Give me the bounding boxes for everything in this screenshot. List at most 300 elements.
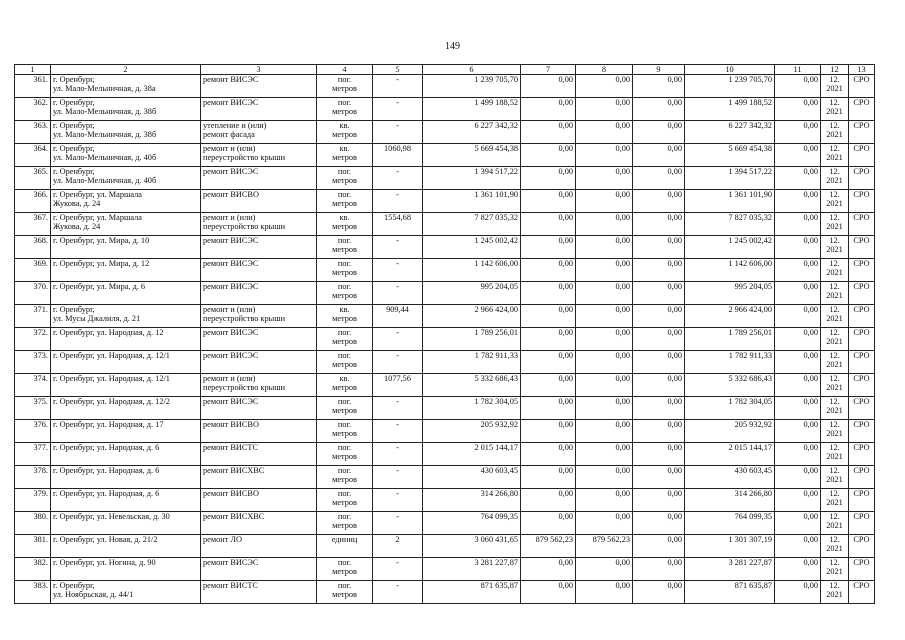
cost-total-cell: 1 142 606,00	[423, 259, 521, 282]
cost-col8-cell: 0,00	[576, 328, 633, 351]
cost-col7-cell: 0,00	[521, 236, 576, 259]
cost-total-cell: 314 266,80	[423, 489, 521, 512]
unit-cell: пог. метров	[317, 558, 373, 581]
method-cell: СРО	[849, 535, 875, 558]
method-cell: СРО	[849, 144, 875, 167]
work-type-cell: ремонт ВИСЭС	[201, 282, 317, 305]
work-type-cell: ремонт ВИСВО	[201, 190, 317, 213]
quantity-cell: 2	[373, 535, 423, 558]
work-type-cell: ремонт ВИСВО	[201, 489, 317, 512]
cost-total-cell: 1 782 304,05	[423, 397, 521, 420]
cost-total-cell: 995 204,05	[423, 282, 521, 305]
work-type-cell: ремонт ВИСТС	[201, 581, 317, 604]
cost-col11-cell: 0,00	[775, 351, 821, 374]
address-cell: г. Оренбург, ул. Народная, д. 12/2	[51, 397, 201, 420]
row-number: 379.	[15, 489, 51, 512]
row-number: 364.	[15, 144, 51, 167]
cost-col8-cell: 0,00	[576, 213, 633, 236]
unit-cell: пог. метров	[317, 190, 373, 213]
cost-col8-cell: 0,00	[576, 420, 633, 443]
deadline-cell: 12. 2021	[821, 581, 849, 604]
address-cell: г. Оренбург, ул. Народная, д. 17	[51, 420, 201, 443]
method-cell: СРО	[849, 167, 875, 190]
table-row	[15, 374, 875, 397]
method-cell: СРО	[849, 466, 875, 489]
col-header: 13	[849, 65, 875, 75]
work-type-cell: ремонт и (или) переустройство крыши	[201, 213, 317, 236]
table-row	[15, 397, 875, 420]
address-cell: г. Оренбург, ул. Мало-Мельничная, д. 38б	[51, 121, 201, 144]
cost-col8-cell: 0,00	[576, 466, 633, 489]
deadline-cell: 12. 2021	[821, 98, 849, 121]
cost-col8-cell: 879 562,23	[576, 535, 633, 558]
col-header: 1	[15, 65, 51, 75]
unit-cell: кв. метров	[317, 213, 373, 236]
address-cell: г. Оренбург, ул. Мало-Мельничная, д. 40б	[51, 144, 201, 167]
quantity-cell: -	[373, 236, 423, 259]
deadline-cell: 12. 2021	[821, 558, 849, 581]
method-cell: СРО	[849, 581, 875, 604]
cost-col9-cell: 0,00	[633, 512, 685, 535]
cost-col8-cell: 0,00	[576, 581, 633, 604]
cost-col8-cell: 0,00	[576, 374, 633, 397]
row-number: 369.	[15, 259, 51, 282]
work-type-cell: ремонт ВИСЭС	[201, 236, 317, 259]
cost-col11-cell: 0,00	[775, 489, 821, 512]
deadline-cell: 12. 2021	[821, 420, 849, 443]
row-number: 378.	[15, 466, 51, 489]
cost-col10-cell: 1 301 307,19	[685, 535, 775, 558]
cost-col9-cell: 0,00	[633, 535, 685, 558]
cost-col7-cell: 0,00	[521, 443, 576, 466]
unit-cell: кв. метров	[317, 374, 373, 397]
table-row	[15, 466, 875, 489]
cost-col10-cell: 6 227 342,32	[685, 121, 775, 144]
cost-total-cell: 3 281 227,87	[423, 558, 521, 581]
cost-col10-cell: 5 332 686,43	[685, 374, 775, 397]
row-number: 370.	[15, 282, 51, 305]
address-cell: г. Оренбург, ул. Мира, д. 6	[51, 282, 201, 305]
table-row	[15, 75, 875, 98]
table-row	[15, 282, 875, 305]
cost-total-cell: 871 635,87	[423, 581, 521, 604]
quantity-cell: -	[373, 190, 423, 213]
quantity-cell: -	[373, 397, 423, 420]
cost-col9-cell: 0,00	[633, 374, 685, 397]
cost-total-cell: 5 669 454,38	[423, 144, 521, 167]
table-row	[15, 535, 875, 558]
cost-col7-cell: 0,00	[521, 190, 576, 213]
cost-col10-cell: 430 603,45	[685, 466, 775, 489]
cost-col11-cell: 0,00	[775, 144, 821, 167]
address-cell: г. Оренбург, ул. Ноябрьская, д. 44/1	[51, 581, 201, 604]
row-number: 375.	[15, 397, 51, 420]
work-type-cell: ремонт ВИСЭС	[201, 558, 317, 581]
unit-cell: пог. метров	[317, 397, 373, 420]
method-cell: СРО	[849, 305, 875, 328]
table-row	[15, 581, 875, 604]
cost-total-cell: 3 060 431,65	[423, 535, 521, 558]
table-row	[15, 305, 875, 328]
cost-col8-cell: 0,00	[576, 443, 633, 466]
cost-col11-cell: 0,00	[775, 443, 821, 466]
cost-col11-cell: 0,00	[775, 581, 821, 604]
table-row	[15, 420, 875, 443]
unit-cell: пог. метров	[317, 489, 373, 512]
cost-col7-cell: 0,00	[521, 581, 576, 604]
cost-col10-cell: 5 669 454,38	[685, 144, 775, 167]
cost-col7-cell: 0,00	[521, 213, 576, 236]
cost-col9-cell: 0,00	[633, 98, 685, 121]
method-cell: СРО	[849, 213, 875, 236]
method-cell: СРО	[849, 98, 875, 121]
cost-col11-cell: 0,00	[775, 512, 821, 535]
unit-cell: пог. метров	[317, 98, 373, 121]
address-cell: г. Оренбург, ул. Маршала Жукова, д. 24	[51, 213, 201, 236]
method-cell: СРО	[849, 420, 875, 443]
cost-col9-cell: 0,00	[633, 558, 685, 581]
unit-cell: пог. метров	[317, 581, 373, 604]
col-header: 9	[633, 65, 685, 75]
cost-total-cell: 1 245 002,42	[423, 236, 521, 259]
cost-col10-cell: 1 245 002,42	[685, 236, 775, 259]
address-cell: г. Оренбург, ул. Народная, д. 12	[51, 328, 201, 351]
work-type-cell: ремонт ВИСХВС	[201, 466, 317, 489]
repair-table	[14, 64, 875, 604]
cost-col11-cell: 0,00	[775, 420, 821, 443]
row-number: 381.	[15, 535, 51, 558]
cost-col10-cell: 314 266,80	[685, 489, 775, 512]
quantity-cell: -	[373, 98, 423, 121]
cost-col9-cell: 0,00	[633, 420, 685, 443]
deadline-cell: 12. 2021	[821, 466, 849, 489]
method-cell: СРО	[849, 374, 875, 397]
method-cell: СРО	[849, 351, 875, 374]
cost-col11-cell: 0,00	[775, 328, 821, 351]
cost-col9-cell: 0,00	[633, 190, 685, 213]
unit-cell: кв. метров	[317, 121, 373, 144]
work-type-cell: ремонт ЛО	[201, 535, 317, 558]
work-type-cell: ремонт ВИСТС	[201, 443, 317, 466]
deadline-cell: 12. 2021	[821, 489, 849, 512]
deadline-cell: 12. 2021	[821, 144, 849, 167]
cost-col9-cell: 0,00	[633, 351, 685, 374]
work-type-cell: ремонт и (или) переустройство крыши	[201, 144, 317, 167]
deadline-cell: 12. 2021	[821, 213, 849, 236]
cost-col7-cell: 0,00	[521, 420, 576, 443]
cost-col10-cell: 764 099,35	[685, 512, 775, 535]
cost-col8-cell: 0,00	[576, 259, 633, 282]
unit-cell: пог. метров	[317, 236, 373, 259]
row-number: 380.	[15, 512, 51, 535]
deadline-cell: 12. 2021	[821, 351, 849, 374]
row-number: 383.	[15, 581, 51, 604]
unit-cell: пог. метров	[317, 512, 373, 535]
cost-col7-cell: 0,00	[521, 397, 576, 420]
cost-col10-cell: 2 015 144,17	[685, 443, 775, 466]
table-row	[15, 167, 875, 190]
cost-total-cell: 5 332 686,43	[423, 374, 521, 397]
cost-col11-cell: 0,00	[775, 397, 821, 420]
method-cell: СРО	[849, 259, 875, 282]
cost-col7-cell: 0,00	[521, 374, 576, 397]
col-header: 11	[775, 65, 821, 75]
address-cell: г. Оренбург, ул. Мало-Мельничная, д. 40б	[51, 167, 201, 190]
address-cell: г. Оренбург, ул. Невельская, д. 30	[51, 512, 201, 535]
cost-total-cell: 2 966 424,00	[423, 305, 521, 328]
cost-col7-cell: 0,00	[521, 512, 576, 535]
quantity-cell: 1554,68	[373, 213, 423, 236]
address-cell: г. Оренбург, ул. Мира, д. 10	[51, 236, 201, 259]
col-header: 2	[51, 65, 201, 75]
row-number: 361.	[15, 75, 51, 98]
cost-col10-cell: 1 789 256,01	[685, 328, 775, 351]
cost-col9-cell: 0,00	[633, 305, 685, 328]
cost-col9-cell: 0,00	[633, 328, 685, 351]
row-number: 372.	[15, 328, 51, 351]
cost-col10-cell: 7 827 035,32	[685, 213, 775, 236]
method-cell: СРО	[849, 75, 875, 98]
cost-col11-cell: 0,00	[775, 236, 821, 259]
cost-col7-cell: 0,00	[521, 75, 576, 98]
cost-col9-cell: 0,00	[633, 397, 685, 420]
work-type-cell: утепление и (или) ремонт фасада	[201, 121, 317, 144]
cost-col10-cell: 1 499 188,52	[685, 98, 775, 121]
method-cell: СРО	[849, 121, 875, 144]
address-cell: г. Оренбург, ул. Новая, д. 21/2	[51, 535, 201, 558]
cost-col11-cell: 0,00	[775, 374, 821, 397]
cost-col11-cell: 0,00	[775, 121, 821, 144]
cost-total-cell: 205 932,92	[423, 420, 521, 443]
work-type-cell: ремонт ВИСЭС	[201, 98, 317, 121]
work-type-cell: ремонт ВИСЭС	[201, 328, 317, 351]
row-number: 376.	[15, 420, 51, 443]
deadline-cell: 12. 2021	[821, 121, 849, 144]
cost-total-cell: 1 789 256,01	[423, 328, 521, 351]
quantity-cell: -	[373, 351, 423, 374]
address-cell: г. Оренбург, ул. Народная, д. 12/1	[51, 351, 201, 374]
work-type-cell: ремонт и (или) переустройство крыши	[201, 305, 317, 328]
unit-cell: кв. метров	[317, 144, 373, 167]
row-number: 362.	[15, 98, 51, 121]
table-row	[15, 144, 875, 167]
cost-col10-cell: 1 239 705,70	[685, 75, 775, 98]
cost-col10-cell: 1 394 517,22	[685, 167, 775, 190]
cost-col9-cell: 0,00	[633, 259, 685, 282]
quantity-cell: 909,44	[373, 305, 423, 328]
address-cell: г. Оренбург, ул. Мало-Мельничная, д. 38а	[51, 75, 201, 98]
address-cell: г. Оренбург, ул. Народная, д. 6	[51, 466, 201, 489]
deadline-cell: 12. 2021	[821, 236, 849, 259]
work-type-cell: ремонт ВИСВО	[201, 420, 317, 443]
cost-total-cell: 430 603,45	[423, 466, 521, 489]
address-cell: г. Оренбург, ул. Народная, д. 6	[51, 489, 201, 512]
cost-col7-cell: 0,00	[521, 144, 576, 167]
cost-col8-cell: 0,00	[576, 305, 633, 328]
cost-col10-cell: 3 281 227,87	[685, 558, 775, 581]
cost-col7-cell: 0,00	[521, 259, 576, 282]
col-header: 3	[201, 65, 317, 75]
cost-total-cell: 2 015 144,17	[423, 443, 521, 466]
quantity-cell: -	[373, 75, 423, 98]
cost-col11-cell: 0,00	[775, 259, 821, 282]
cost-col10-cell: 1 782 911,33	[685, 351, 775, 374]
cost-col7-cell: 0,00	[521, 121, 576, 144]
quantity-cell: -	[373, 259, 423, 282]
unit-cell: пог. метров	[317, 259, 373, 282]
col-header: 12	[821, 65, 849, 75]
method-cell: СРО	[849, 236, 875, 259]
work-type-cell: ремонт ВИСЭС	[201, 75, 317, 98]
deadline-cell: 12. 2021	[821, 512, 849, 535]
work-type-cell: ремонт ВИСЭС	[201, 167, 317, 190]
cost-col11-cell: 0,00	[775, 282, 821, 305]
cost-col8-cell: 0,00	[576, 282, 633, 305]
deadline-cell: 12. 2021	[821, 282, 849, 305]
method-cell: СРО	[849, 397, 875, 420]
table-row	[15, 259, 875, 282]
address-cell: г. Оренбург, ул. Маршала Жукова, д. 24	[51, 190, 201, 213]
cost-col10-cell: 1 782 304,05	[685, 397, 775, 420]
quantity-cell: 1060,98	[373, 144, 423, 167]
cost-col10-cell: 205 932,92	[685, 420, 775, 443]
unit-cell: кв. метров	[317, 305, 373, 328]
quantity-cell: -	[373, 282, 423, 305]
cost-total-cell: 1 782 911,33	[423, 351, 521, 374]
address-cell: г. Оренбург, ул. Ногина, д. 90	[51, 558, 201, 581]
work-type-cell: ремонт ВИСЭС	[201, 397, 317, 420]
quantity-cell: -	[373, 420, 423, 443]
cost-col9-cell: 0,00	[633, 213, 685, 236]
col-header: 10	[685, 65, 775, 75]
work-type-cell: ремонт и (или) переустройство крыши	[201, 374, 317, 397]
quantity-cell: -	[373, 121, 423, 144]
cost-col8-cell: 0,00	[576, 351, 633, 374]
table-row	[15, 443, 875, 466]
cost-col11-cell: 0,00	[775, 466, 821, 489]
cost-col7-cell: 0,00	[521, 351, 576, 374]
table-row	[15, 489, 875, 512]
cost-total-cell: 1 394 517,22	[423, 167, 521, 190]
col-header: 7	[521, 65, 576, 75]
table-row	[15, 190, 875, 213]
address-cell: г. Оренбург, ул. Мало-Мельничная, д. 38б	[51, 98, 201, 121]
cost-col11-cell: 0,00	[775, 213, 821, 236]
unit-cell: пог. метров	[317, 420, 373, 443]
method-cell: СРО	[849, 282, 875, 305]
cost-col11-cell: 0,00	[775, 75, 821, 98]
cost-col9-cell: 0,00	[633, 75, 685, 98]
work-type-cell: ремонт ВИСХВС	[201, 512, 317, 535]
quantity-cell: -	[373, 489, 423, 512]
cost-col8-cell: 0,00	[576, 512, 633, 535]
quantity-cell: -	[373, 443, 423, 466]
cost-col8-cell: 0,00	[576, 558, 633, 581]
cost-col8-cell: 0,00	[576, 190, 633, 213]
cost-col7-cell: 0,00	[521, 466, 576, 489]
deadline-cell: 12. 2021	[821, 397, 849, 420]
cost-col11-cell: 0,00	[775, 98, 821, 121]
cost-col10-cell: 1 142 606,00	[685, 259, 775, 282]
cost-col10-cell: 871 635,87	[685, 581, 775, 604]
cost-col9-cell: 0,00	[633, 236, 685, 259]
deadline-cell: 12. 2021	[821, 190, 849, 213]
unit-cell: пог. метров	[317, 75, 373, 98]
row-number: 377.	[15, 443, 51, 466]
deadline-cell: 12. 2021	[821, 305, 849, 328]
unit-cell: пог. метров	[317, 282, 373, 305]
cost-col11-cell: 0,00	[775, 167, 821, 190]
col-header: 6	[423, 65, 521, 75]
row-number: 363.	[15, 121, 51, 144]
address-cell: г. Оренбург, ул. Мусы Джалиля, д. 21	[51, 305, 201, 328]
cost-col7-cell: 0,00	[521, 282, 576, 305]
page-number: 149	[445, 41, 460, 52]
table-row	[15, 213, 875, 236]
row-number: 368.	[15, 236, 51, 259]
cost-col8-cell: 0,00	[576, 144, 633, 167]
cost-col10-cell: 1 361 101,90	[685, 190, 775, 213]
cost-col8-cell: 0,00	[576, 489, 633, 512]
unit-cell: пог. метров	[317, 466, 373, 489]
cost-col7-cell: 0,00	[521, 167, 576, 190]
address-cell: г. Оренбург, ул. Народная, д. 12/1	[51, 374, 201, 397]
unit-cell: пог. метров	[317, 443, 373, 466]
method-cell: СРО	[849, 558, 875, 581]
cost-total-cell: 764 099,35	[423, 512, 521, 535]
quantity-cell: 1077,56	[373, 374, 423, 397]
cost-col9-cell: 0,00	[633, 489, 685, 512]
unit-cell: пог. метров	[317, 328, 373, 351]
cost-col9-cell: 0,00	[633, 466, 685, 489]
cost-col9-cell: 0,00	[633, 121, 685, 144]
deadline-cell: 12. 2021	[821, 259, 849, 282]
unit-cell: единиц	[317, 535, 373, 558]
cost-col11-cell: 0,00	[775, 305, 821, 328]
work-type-cell: ремонт ВИСЭС	[201, 259, 317, 282]
cost-total-cell: 6 227 342,32	[423, 121, 521, 144]
quantity-cell: -	[373, 328, 423, 351]
col-header: 4	[317, 65, 373, 75]
quantity-cell: -	[373, 558, 423, 581]
row-number: 382.	[15, 558, 51, 581]
row-number: 367.	[15, 213, 51, 236]
cost-col11-cell: 0,00	[775, 190, 821, 213]
method-cell: СРО	[849, 190, 875, 213]
cost-col8-cell: 0,00	[576, 121, 633, 144]
deadline-cell: 12. 2021	[821, 75, 849, 98]
unit-cell: пог. метров	[317, 351, 373, 374]
cost-col10-cell: 2 966 424,00	[685, 305, 775, 328]
cost-col7-cell: 0,00	[521, 558, 576, 581]
col-header: 8	[576, 65, 633, 75]
cost-col7-cell: 0,00	[521, 328, 576, 351]
cost-col8-cell: 0,00	[576, 397, 633, 420]
cost-col7-cell: 879 562,23	[521, 535, 576, 558]
cost-col7-cell: 0,00	[521, 98, 576, 121]
address-cell: г. Оренбург, ул. Мира, д. 12	[51, 259, 201, 282]
cost-total-cell: 1 361 101,90	[423, 190, 521, 213]
deadline-cell: 12. 2021	[821, 443, 849, 466]
cost-col9-cell: 0,00	[633, 144, 685, 167]
table-row	[15, 236, 875, 259]
quantity-cell: -	[373, 466, 423, 489]
row-number: 373.	[15, 351, 51, 374]
row-number: 365.	[15, 167, 51, 190]
quantity-cell: -	[373, 512, 423, 535]
table-row	[15, 121, 875, 144]
method-cell: СРО	[849, 489, 875, 512]
